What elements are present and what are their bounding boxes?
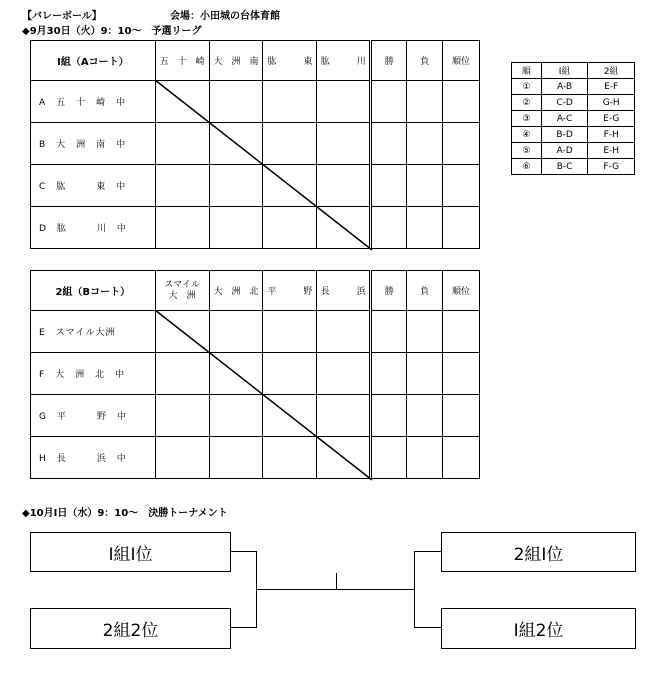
- final-schedule: ◆10月Ⅰ日（水）9：10～ 決勝トーナメント: [22, 508, 228, 519]
- wins-cell: [371, 311, 407, 353]
- order-match: G-H: [588, 95, 635, 111]
- wins-header: 勝: [371, 41, 407, 81]
- team-row-label: G 平 野 中: [31, 395, 156, 437]
- order-number: ④: [512, 127, 542, 143]
- team-row-label: D 肱 川 中: [31, 207, 156, 249]
- event-title: 【バレーボール】: [22, 11, 102, 22]
- order-number: ⑤: [512, 143, 542, 159]
- team-row-label: A 五 十 崎 中: [31, 81, 156, 123]
- rank-header: 順位: [443, 41, 480, 81]
- team-row-label: B 大 洲 南 中: [31, 123, 156, 165]
- losses-cell: [407, 395, 443, 437]
- team-row-label: F 大 洲 北 中: [31, 353, 156, 395]
- order-number: ③: [512, 111, 542, 127]
- bracket-left-top: Ⅰ組Ⅰ位: [30, 532, 231, 572]
- bracket-line: [231, 551, 256, 552]
- rank-cell: [443, 81, 480, 123]
- group1-col-header: 五 十 崎: [155, 41, 209, 81]
- losses-cell: [407, 311, 443, 353]
- team-row-label: H 長 浜 中: [31, 437, 156, 479]
- order-match: E-H: [588, 143, 635, 159]
- group1-col-header: 肱 川: [317, 41, 371, 81]
- order-match: E-F: [588, 79, 635, 95]
- losses-header: 負: [407, 41, 443, 81]
- group2-col-header: [155, 271, 209, 311]
- rank-cell: [443, 123, 480, 165]
- order-header: Ⅰ組: [541, 63, 588, 79]
- rank-cell: [443, 395, 480, 437]
- order-header: 順: [512, 63, 542, 79]
- order-match: F-H: [588, 127, 635, 143]
- order-match: F-G: [588, 159, 635, 175]
- bracket-right-bottom: Ⅰ組2位: [441, 608, 636, 649]
- bracket-line: [414, 627, 441, 628]
- bracket-line: [256, 589, 414, 590]
- group1-col-header: 大 洲 南: [209, 41, 263, 81]
- group2-diagonal: [155, 310, 375, 480]
- rank-cell: [443, 207, 480, 249]
- bracket-line: [231, 627, 256, 628]
- losses-cell: [407, 207, 443, 249]
- group2-col-header: 平 野: [263, 271, 317, 311]
- order-match: A-D: [541, 143, 588, 159]
- team-row-label: E スマイル大洲: [31, 311, 156, 353]
- group2-col-header: 長 浜: [317, 271, 371, 311]
- team-row-label: C 肱 東 中: [31, 165, 156, 207]
- bracket-left-bottom: 2組2位: [30, 608, 231, 649]
- venue-label: 会場：小田城の台体育館: [170, 11, 280, 22]
- order-match: A-C: [541, 111, 588, 127]
- group1-col-header: 肱 東: [263, 41, 317, 81]
- bracket-line: [414, 551, 415, 628]
- order-header: 2組: [588, 63, 635, 79]
- rank-cell: [443, 437, 480, 479]
- losses-header: 負: [407, 271, 443, 311]
- order-match: A-B: [541, 79, 588, 95]
- group2-col-header-line2: 大 洲: [168, 290, 196, 301]
- wins-cell: [371, 165, 407, 207]
- losses-cell: [407, 123, 443, 165]
- wins-cell: [371, 81, 407, 123]
- group2-name: 2組（Bコート）: [31, 271, 156, 311]
- wins-cell: [371, 437, 407, 479]
- rank-header: 順位: [443, 271, 480, 311]
- order-number: ⑥: [512, 159, 542, 175]
- rank-cell: [443, 353, 480, 395]
- bracket-line: [414, 551, 441, 552]
- wins-header: 勝: [371, 271, 407, 311]
- order-match: C-D: [541, 95, 588, 111]
- order-match: E-G: [588, 111, 635, 127]
- group2-col-header-line1: スマイル: [164, 279, 200, 290]
- order-match: B-D: [541, 127, 588, 143]
- losses-cell: [407, 165, 443, 207]
- wins-cell: [371, 353, 407, 395]
- wins-cell: [371, 123, 407, 165]
- order-number: ②: [512, 95, 542, 111]
- losses-cell: [407, 81, 443, 123]
- group1-name: Ⅰ組（Aコート）: [31, 41, 156, 81]
- bracket-final-marker: [336, 573, 337, 589]
- group2-col-header: 大 洲 北: [209, 271, 263, 311]
- wins-cell: [371, 207, 407, 249]
- wins-cell: [371, 395, 407, 437]
- losses-cell: [407, 353, 443, 395]
- group1-diagonal: [155, 80, 375, 250]
- prelim-schedule: ◆9月30日（火）9：10～ 予選リーグ: [22, 26, 202, 37]
- rank-cell: [443, 311, 480, 353]
- match-order-table: [511, 62, 635, 175]
- rank-cell: [443, 165, 480, 207]
- bracket-right-top: 2組Ⅰ位: [441, 532, 636, 572]
- order-match: B-C: [541, 159, 588, 175]
- order-number: ①: [512, 79, 542, 95]
- losses-cell: [407, 437, 443, 479]
